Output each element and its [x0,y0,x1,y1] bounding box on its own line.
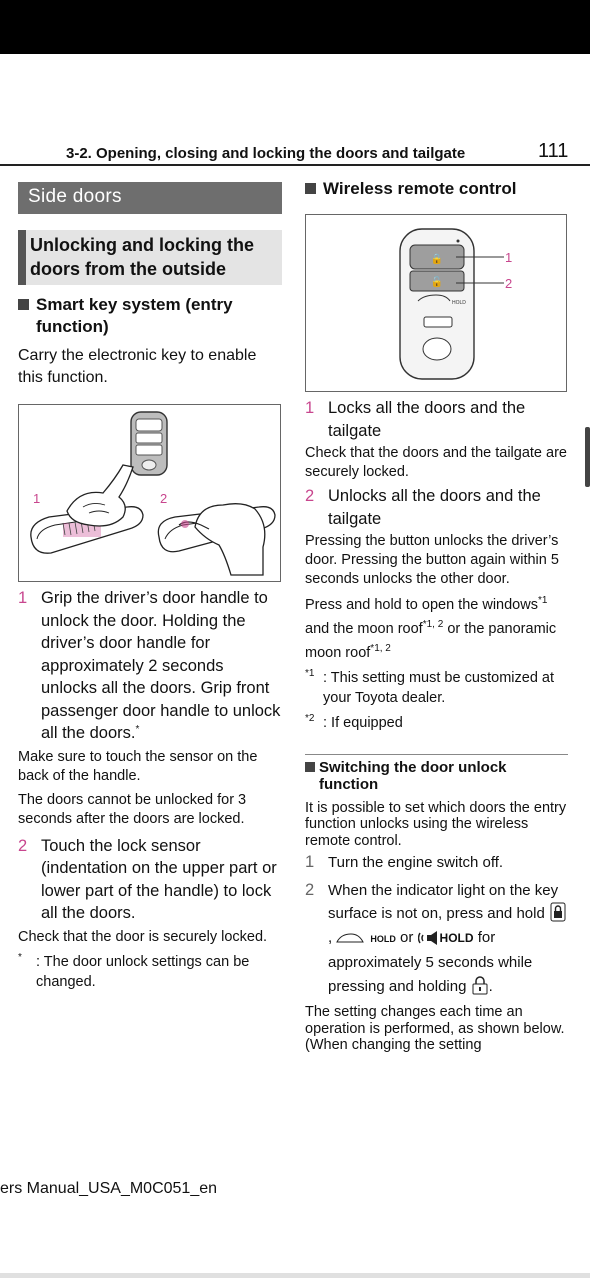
item-2-note: Pressing the button unlocks the driver’s door. Pressing the button again within 5 seconds unlocks the other door. [305,533,559,587]
key-fob-icon [131,412,167,475]
item-1-note: Check that the doors and the tailgate are securely locked. [305,445,567,480]
check-locked-note: Check that the door is securely locked. [18,928,268,945]
figure-label-1: 1 [33,491,41,506]
item-1-locks: 1 Locks all the doors and the tailgate [305,399,526,440]
door-handle-figure [18,404,281,582]
switching-text: It is possible to set which doors the entry function unlocks using the wireless remote control. [305,799,567,849]
key-fob-icon [400,229,474,379]
header-rule [0,164,590,166]
square-bullet-icon [305,183,316,194]
step-2-touch: 2 Touch the lock sensor (indentation on the upper part or lower part of the handle) to lock all the doors. [18,836,277,922]
footnote-2: $^{*2}$ : If equipped [305,713,403,731]
figure-label-2: 2 [160,491,168,506]
touch-sensor-note: Make sure to touch the sensor on the back of the handle. [18,748,258,784]
step-number: 2 [305,880,315,899]
footnote-1: $^{*1}$ : This setting must be customized at your Toyota dealer. [305,668,555,706]
section-title: 3-2. Opening, closing and locking the doors and tailgate [66,145,466,162]
lock-button-icon [549,902,567,922]
switching-step-1: 1 Turn the engine switch off. [305,851,568,875]
remote-illustration [306,215,566,391]
remote-label-1: 1 [505,250,513,265]
square-bullet-icon [305,762,315,772]
horn-hold-icon [418,930,440,946]
page-header [0,136,590,166]
item-number: 1 [305,399,315,417]
right-column [305,178,568,1054]
footer-text: ers Manual_USA_M0C051_en [0,1180,218,1197]
left-column [18,182,282,992]
handle-touch-illustration [158,504,275,575]
unlock-button-icon [471,975,489,995]
status-bar [0,0,590,54]
page-number: 111 [538,140,569,162]
step-1-grip: 1 Grip the driver’s door handle to unlock the door. Holding the driver’s door handle for approximately 2 seconds unlocks all the doors. Grip front passenger door handle to unlock all the doors.* [18,589,281,742]
carry-key-text: Carry the electronic key to enable this function. [18,347,257,386]
section-divider [305,754,568,755]
bottom-bar [0,1273,590,1278]
back-door-hold-icon [336,932,370,946]
wireless-remote-heading: Wireless remote control [305,178,568,200]
unlock-settings-footnote: * : The door unlock settings can be changed. [18,952,250,990]
scrollbar-thumb[interactable] [585,427,590,487]
cannot-unlock-note: The doors cannot be unlocked for 3 seconds after the doors are locked. [18,791,247,827]
svg-text:HOLD: HOLD [452,300,466,306]
item-number: 2 [305,487,315,505]
lock-icon: 🔒 [430,254,444,265]
remote-label-2: 2 [505,276,513,291]
smart-key-heading: Smart key system (entry function) [18,294,282,338]
unlock-icon: 🔓 [430,277,444,288]
remote-figure [305,214,567,392]
door-handle-illustration [19,405,280,581]
item-2-unlocks: 2 Unlocks all the doors and the tailgate [305,487,541,528]
switching-step-2: 2 When the indicator light on the key surface is not on, press and hold , HOLD or HOLD for approximately 5 seconds while pressing and holding . [305,879,568,999]
step-number: 2 [18,836,28,855]
square-bullet-icon [18,299,29,310]
setting-changes-text: The setting changes each time an operation is performed, as shown below. (When changing the setting [305,1004,565,1053]
step-number: 1 [18,589,28,607]
side-doors-banner: Side doors [18,182,282,214]
step-number: 1 [305,853,315,871]
unlocking-subheading: Unlocking and locking the doors from the outside [18,230,282,285]
switching-heading: Switching the door unlock function [305,759,568,793]
handle-grip-illustration [31,465,143,553]
press-hold-note: Press and hold to open the windows$^{*1}$ and the moon roof$^{*1, 2}$ or the panoramic moon roof$^{*1, 2}$ [305,595,557,661]
